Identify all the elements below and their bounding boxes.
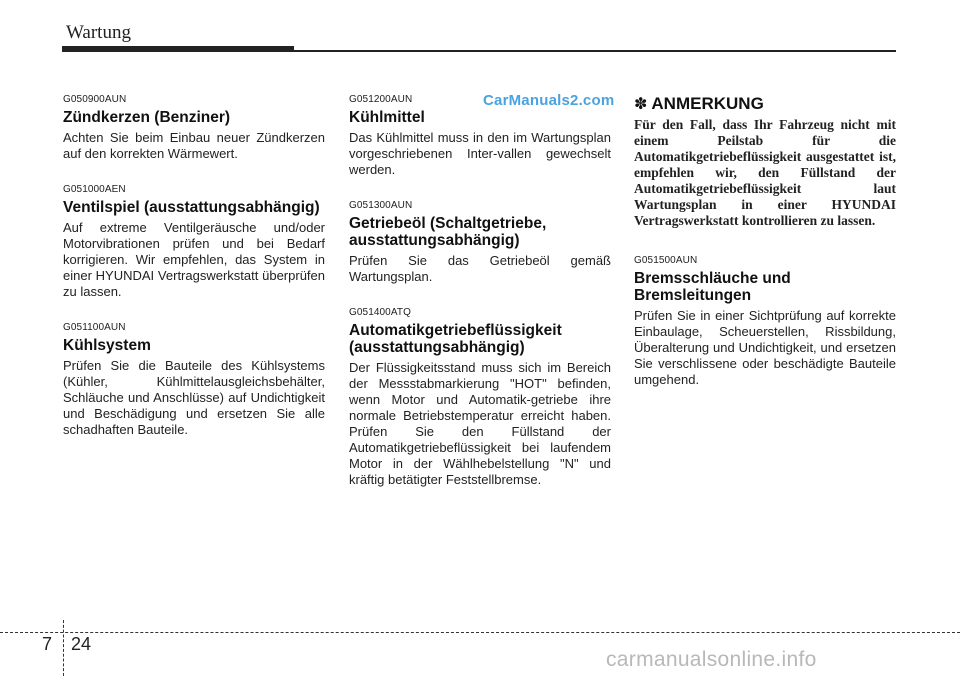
section-automatikgetriebefluessigkeit [349,307,611,488]
section-code: G051300AUN [349,200,413,211]
note-heading [634,94,896,114]
section-body: Achten Sie beim Einbau neuer Zündkerzen auf den korrekten Wärmewert. [63,130,325,161]
section-heading: Kühlsystem [63,337,151,354]
watermark-carmanuals2[interactable]: CarManuals2.com [483,92,615,109]
section-heading: Automatikgetriebeflüssigkeit (ausstattungsabhängig) [349,322,562,356]
section-code: G051000AEN [63,184,126,195]
section-code: G051500AUN [634,255,698,266]
section-code: G051100AUN [63,322,126,333]
section-body: Prüfen Sie die Bauteile des Kühlsystems (Kühler, Kühlmittelausgleichsbehälter, Schläuche und Anschlüsse) auf Undichtigkeit und Beschädigung und ersetzen Sie alle schadhaften Bauteile. [63,358,325,437]
section-code: G051200AUN [349,94,413,105]
section-getriebeoel [349,200,611,285]
watermark-carmanualsonline[interactable]: carmanualsonline.info [606,648,817,671]
section-bremsschlaeuche [634,255,896,388]
note-title: ANMERKUNG [651,94,764,113]
header-rule-thick [62,46,294,52]
section-heading: Kühlmittel [349,109,425,126]
note-box [634,94,896,229]
header-rule-thin [294,50,896,52]
section-body: Der Flüssigkeitsstand muss sich im Bereich der Messstabmarkierung "HOT" befinden, wenn Motor und Automatik-getriebe ihre normale Betriebstemperatur erreicht haben. Prüfen Sie den Füllstand der Automatikgetriebeflüssigkeit bei laufendem Motor in der Wählhebelstellung "N" und kräftig betätigter Feststellbremse. [349,360,611,487]
page-header-title: Wartung [66,22,131,43]
column-2 [349,94,611,510]
section-kuehlmittel [349,94,611,178]
section-code: G050900AUN [63,94,127,105]
column-3 [634,94,896,410]
section-body: Prüfen Sie in einer Sichtprüfung auf korrekte Einbaulage, Scheuerstellen, Rissbildung, Überalterung und Undichtigkeit, und ersetzen Sie verschlissene oder beschädigte Bauteile umgehend. [634,308,896,387]
section-heading: Getriebeöl (Schaltgetriebe, ausstattungsabhängig) [349,215,547,249]
page-number: 24 [71,634,92,654]
section-body: Prüfen Sie das Getriebeöl gemäß Wartungsplan. [349,253,611,284]
section-code: G051400ATQ [349,307,411,318]
section-body: Das Kühlmittel muss in den im Wartungsplan vorgeschriebenen Inter-vallen gewechselt werden. [349,130,611,177]
section-ventilspiel [63,184,325,300]
footer-rule [0,632,960,633]
section-number: 7 [42,634,53,654]
section-heading: Zündkerzen (Benziner) [63,109,231,126]
note-body: Für den Fall, dass Ihr Fahrzeug nicht mit einem Peilstab für die Automatikgetriebeflüssigkeit ausgestattet ist, empfehlen wir, den Füllstand der Automatikgetriebeflüssigkeit laut Wartungsplan in einer HYUNDAI Vertragswerkstatt kontrollieren zu lassen. [634,117,896,228]
section-heading: Ventilspiel (ausstattungsabhängig) [63,199,320,216]
section-kuehlsystem [63,322,325,438]
section-body: Auf extreme Ventilgeräusche und/oder Motorvibrationen prüfen und bei Bedarf korrigieren. Wir empfehlen, das System in einer HYUNDAI Vertragswerkstatt überprüfen zu lassen. [63,220,325,299]
section-zuendkerzen [63,94,325,162]
section-heading: Bremsschläuche und Bremsleitungen [634,270,791,304]
footer-divider [63,620,64,676]
asterisk-icon: ✽ [634,96,648,113]
column-1 [63,94,325,460]
